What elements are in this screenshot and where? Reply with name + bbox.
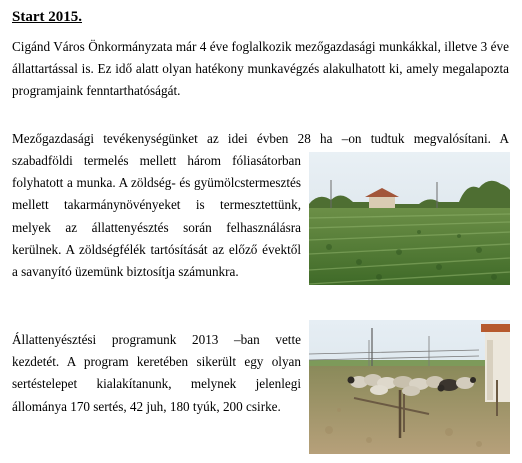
paragraph-intro: Cigánd Város Önkormányzata már 4 éve foglalkozik mezőgazdasági munkákkal, illetve 3 éve állattartással is. Ez idő alatt olyan hatékony munkavégzés alakulhatott ki, amely megalapozta programjaink fenntarthatóságát. — [12, 39, 509, 99]
paragraph-livestock: Állattenyésztési programunk 2013 –ban vette kezdetét. A program keretében sikerült egy olyan sertéstelepet kialakítanunk, melynek jelenlegi állománya 170 sertés, 42 juh, 180 tyúk, 200 csirke. — [12, 332, 301, 414]
paragraph-agriculture-first-line: Mezőgazdasági tevékenységünket az idei évben 28 ha –on tudtuk megvalósítani. A — [12, 131, 509, 146]
field-photo — [309, 152, 510, 285]
sheep-photo — [309, 320, 510, 454]
page-title: Start 2015. — [12, 9, 82, 25]
paragraph-agriculture: szabadföldi termelés mellett három fóliasátorban folyhatott a munka. A zöldség- és gyümölcstermesztés mellett takarmánynövényeket is termesztettünk, melyek az állattenyésztés során felhasználásra kerülnek. A zöldségfélék tartósítását az előző évektől a savanyító üzemünk biztosítja számunkra. — [12, 153, 301, 280]
